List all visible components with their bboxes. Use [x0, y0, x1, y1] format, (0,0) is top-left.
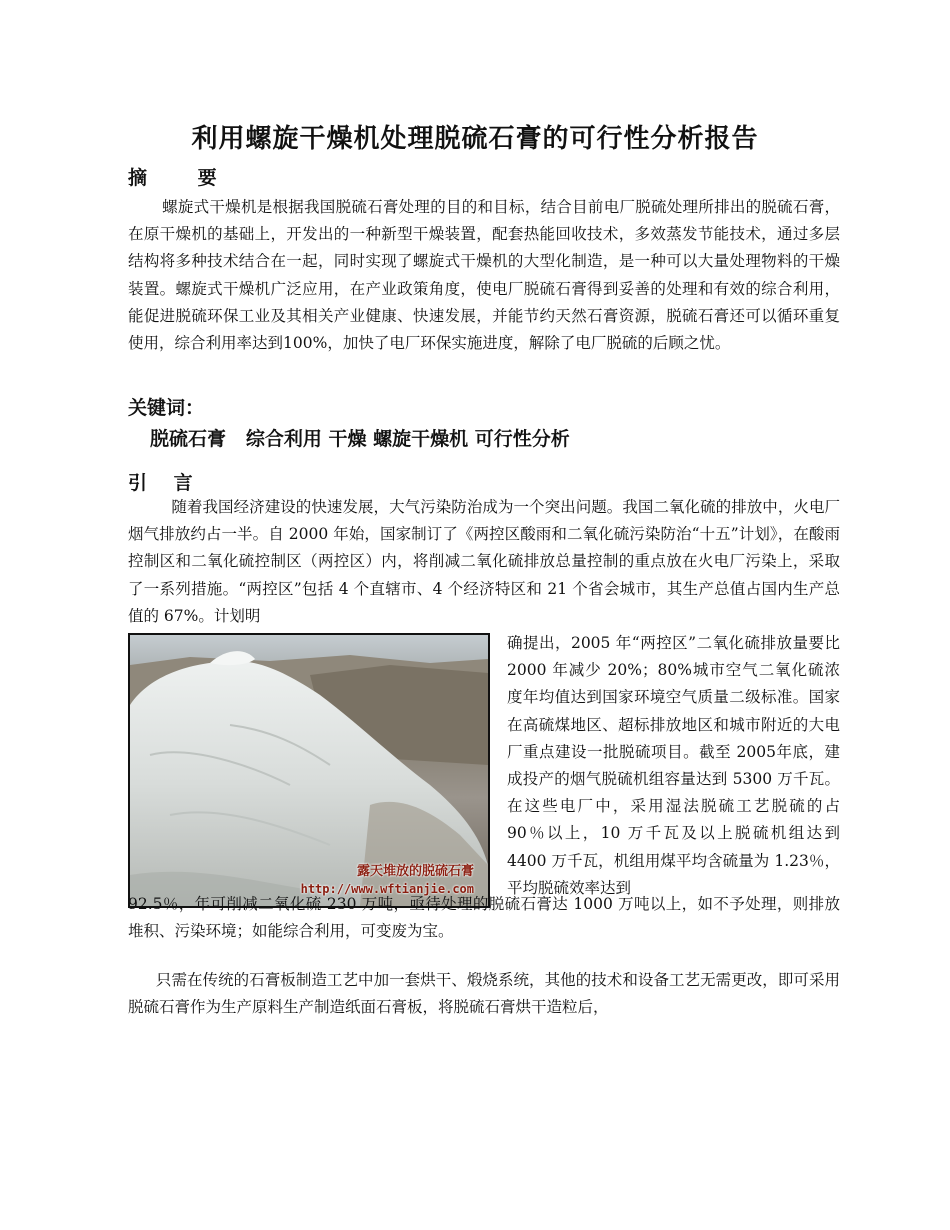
intro-wrapped-text: 确提出，2005 年“两控区”二氧化硫排放量要比 2000 年减少 20%；80%城市空气二氧化硫浓度年均值达到国家环境空气质量二级标准。国家在高硫煤地区、超标排放地区和城市附近的大电厂重点建设一批脱硫项目。截至 2005年底，建成投产的烟气脱硫机组容量达到 5300 万千瓦。在这些电厂中，采用湿法脱硫工艺脱硫的占 90％以上，10 万千瓦及以上脱硫机组达到 4400 万千瓦，机组用煤平均含硫量为 1.23％，平均脱硫效率达到 [507, 634, 840, 897]
photo-watermark-url: http://www.wftianjie.com [300, 882, 474, 896]
intro-heading: 引 言 [128, 472, 203, 494]
intro-paragraph-1-continued: 92.5％，年可削减二氧化硫 230 万吨，亟待处理的脱硫石膏达 1000 万吨以上，如不予处理，则排放堆积、污染环境；如能综合利用，可变废为宝。 [128, 895, 840, 941]
keywords-list: 脱硫石膏 综合利用 干燥 螺旋干燥机 可行性分析 [150, 428, 570, 450]
intro-paragraph-1: 随着我国经济建设的快速发展，大气污染防治成为一个突出问题。我国二氧化硫的排放中，火电厂烟气排放约占一半。自 2000 年始，国家制订了《两控区酸雨和二氧化硫污染防治“十五”计划》，在酸雨控制区和二氧化硫控制区（两控区）内，将削减二氧化硫排放总量控制的重点放在火电厂污染上，采取了一系列措施。“两控区”包括 4 个直辖市、4 个经济特区和 21 个省会城市，其生产总值占国内生产总值的 67%。计划明 [128, 498, 840, 625]
photo-caption: 露天堆放的脱硫石膏 [356, 864, 474, 879]
abstract-heading: 摘 要 [128, 167, 239, 189]
keywords-heading: 关键词： [128, 397, 205, 419]
intro-paragraph-2: 只需在传统的石膏板制造工艺中加一套烘干、煅烧系统，其他的技术和设备工艺无需更改，即可采用脱硫石膏作为生产原料生产制造纸面石膏板，将脱硫石膏烘干造粒后， [128, 971, 840, 1017]
document-title: 利用螺旋干燥机处理脱硫石膏的可行性分析报告 [191, 124, 759, 154]
abstract-paragraph: 螺旋式干燥机是根据我国脱硫石膏处理的目的和目标，结合目前电厂脱硫处理所排出的脱硫石膏，在原干燥机的基础上，开发出的一种新型干燥装置，配套热能回收技术，多效蒸发节能技术，通过多层结构将多种技术结合在一起，同时实现了螺旋式干燥机的大型化制造，是一种可以大量处理物料的干燥装置。螺旋式干燥机广泛应用，在产业政策角度，使电厂脱硫石膏得到妥善的处理和有效的综合利用，能促进脱硫环保工业及其相关产业健康、快速发展，并能节约天然石膏资源，脱硫石膏还可以循环重复使用，综合利用率达到100%，加快了电厂环保实施进度，解除了电厂脱硫的后顾之忧。 [128, 198, 840, 353]
gypsum-pile-photo [128, 633, 490, 908]
